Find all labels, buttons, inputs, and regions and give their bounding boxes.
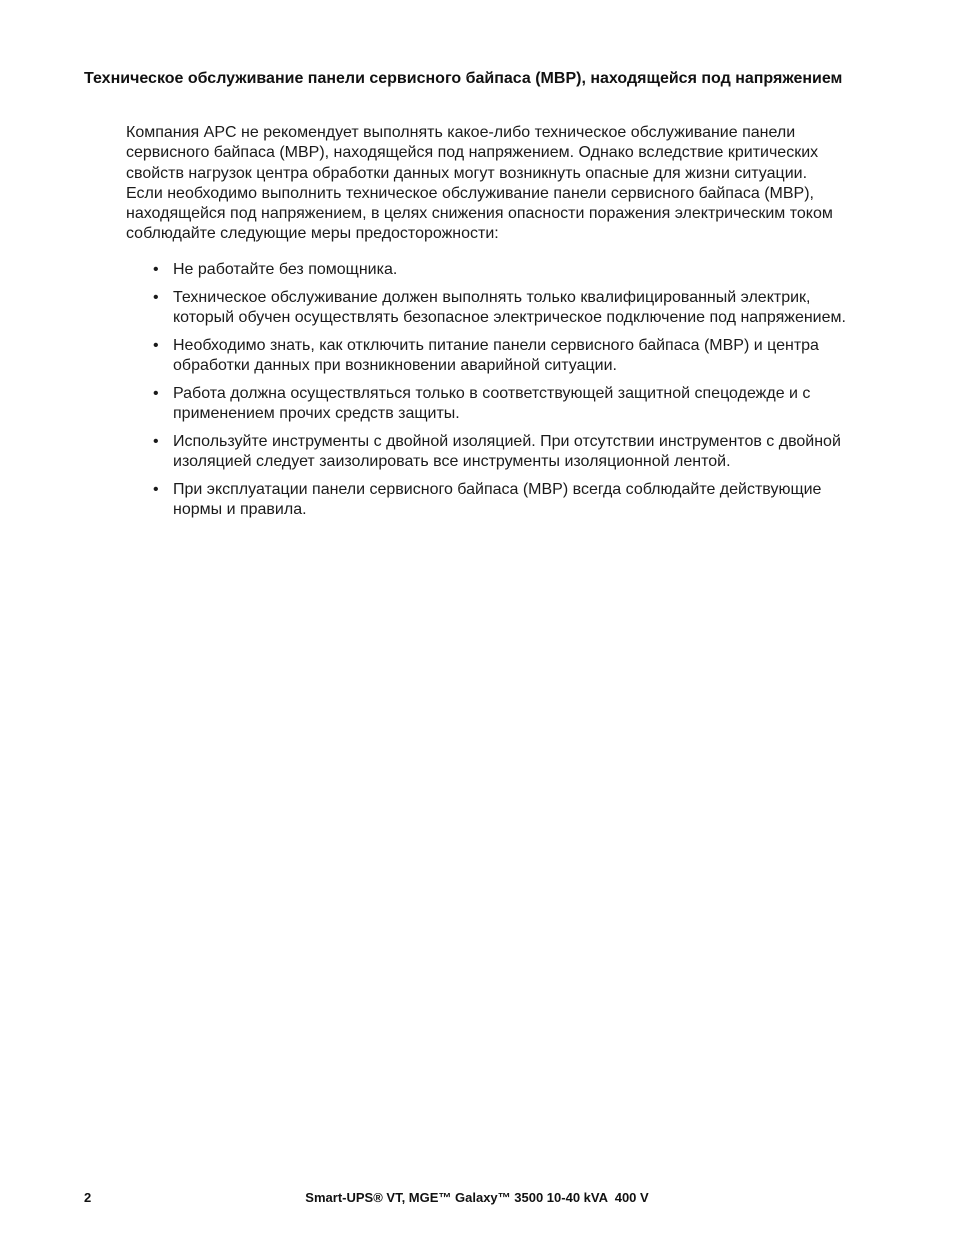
bullet-icon: • <box>153 433 159 451</box>
list-item-text: Необходимо знать, как отключить питание панели сервисного байпаса (MBP) и центра обработки данных при возникновении аварийной ситуации. <box>173 336 819 375</box>
list-item <box>150 336 850 377</box>
list-item <box>150 288 850 329</box>
list-item <box>150 432 850 473</box>
list-item-text: Техническое обслуживание должен выполнять только квалифицированный электрик, который обучен осуществлять безопасное электрическое подключение под напряжением. <box>173 288 846 327</box>
section-heading: Техническое обслуживание панели сервисного байпаса (MBP), находящейся под напряжением <box>84 70 843 87</box>
bullet-icon: • <box>153 384 159 402</box>
list-item <box>150 480 850 521</box>
bullet-icon: • <box>153 336 159 354</box>
page-number: 2 <box>84 1190 92 1205</box>
precautions-list <box>150 260 850 528</box>
bullet-icon: • <box>153 288 159 306</box>
bullet-icon: • <box>153 261 159 278</box>
list-item <box>150 384 850 425</box>
list-item <box>150 260 850 280</box>
bullet-icon: • <box>153 481 159 499</box>
list-item-text: Не работайте без помощника. <box>173 261 398 278</box>
list-item-text: Используйте инструменты с двойной изоляцией. При отсутствии инструментов с двойной изоляцией следует заизолировать все инструменты изоляционной лентой. <box>173 433 841 471</box>
intro-paragraph: Компания APC не рекомендует выполнять какое-либо техническое обслуживание панели сервисного байпаса (MBP), находящейся под напряжением. Однако вследствие критических свойств нагрузок центра обработки данных могут возникнуть опасные для жизни ситуации. Если необходимо выполнить техническое обслуживание панели сервисного байпаса (MBP), находящейся под напряжением, в целях снижения опасности поражения электрическим током соблюдайте следующие меры предосторожности: <box>126 124 833 243</box>
list-item-text: Работа должна осуществляться только в соответствующей защитной спецодежде и с применением прочих средств защиты. <box>173 384 811 423</box>
footer-document-title: Smart-UPS® VT, MGE™ Galaxy™ 3500 10-40 kVA 400 V <box>305 1190 649 1205</box>
list-item-text: При эксплуатации панели сервисного байпаса (MBP) всегда соблюдайте действующие нормы и правила. <box>173 481 822 519</box>
